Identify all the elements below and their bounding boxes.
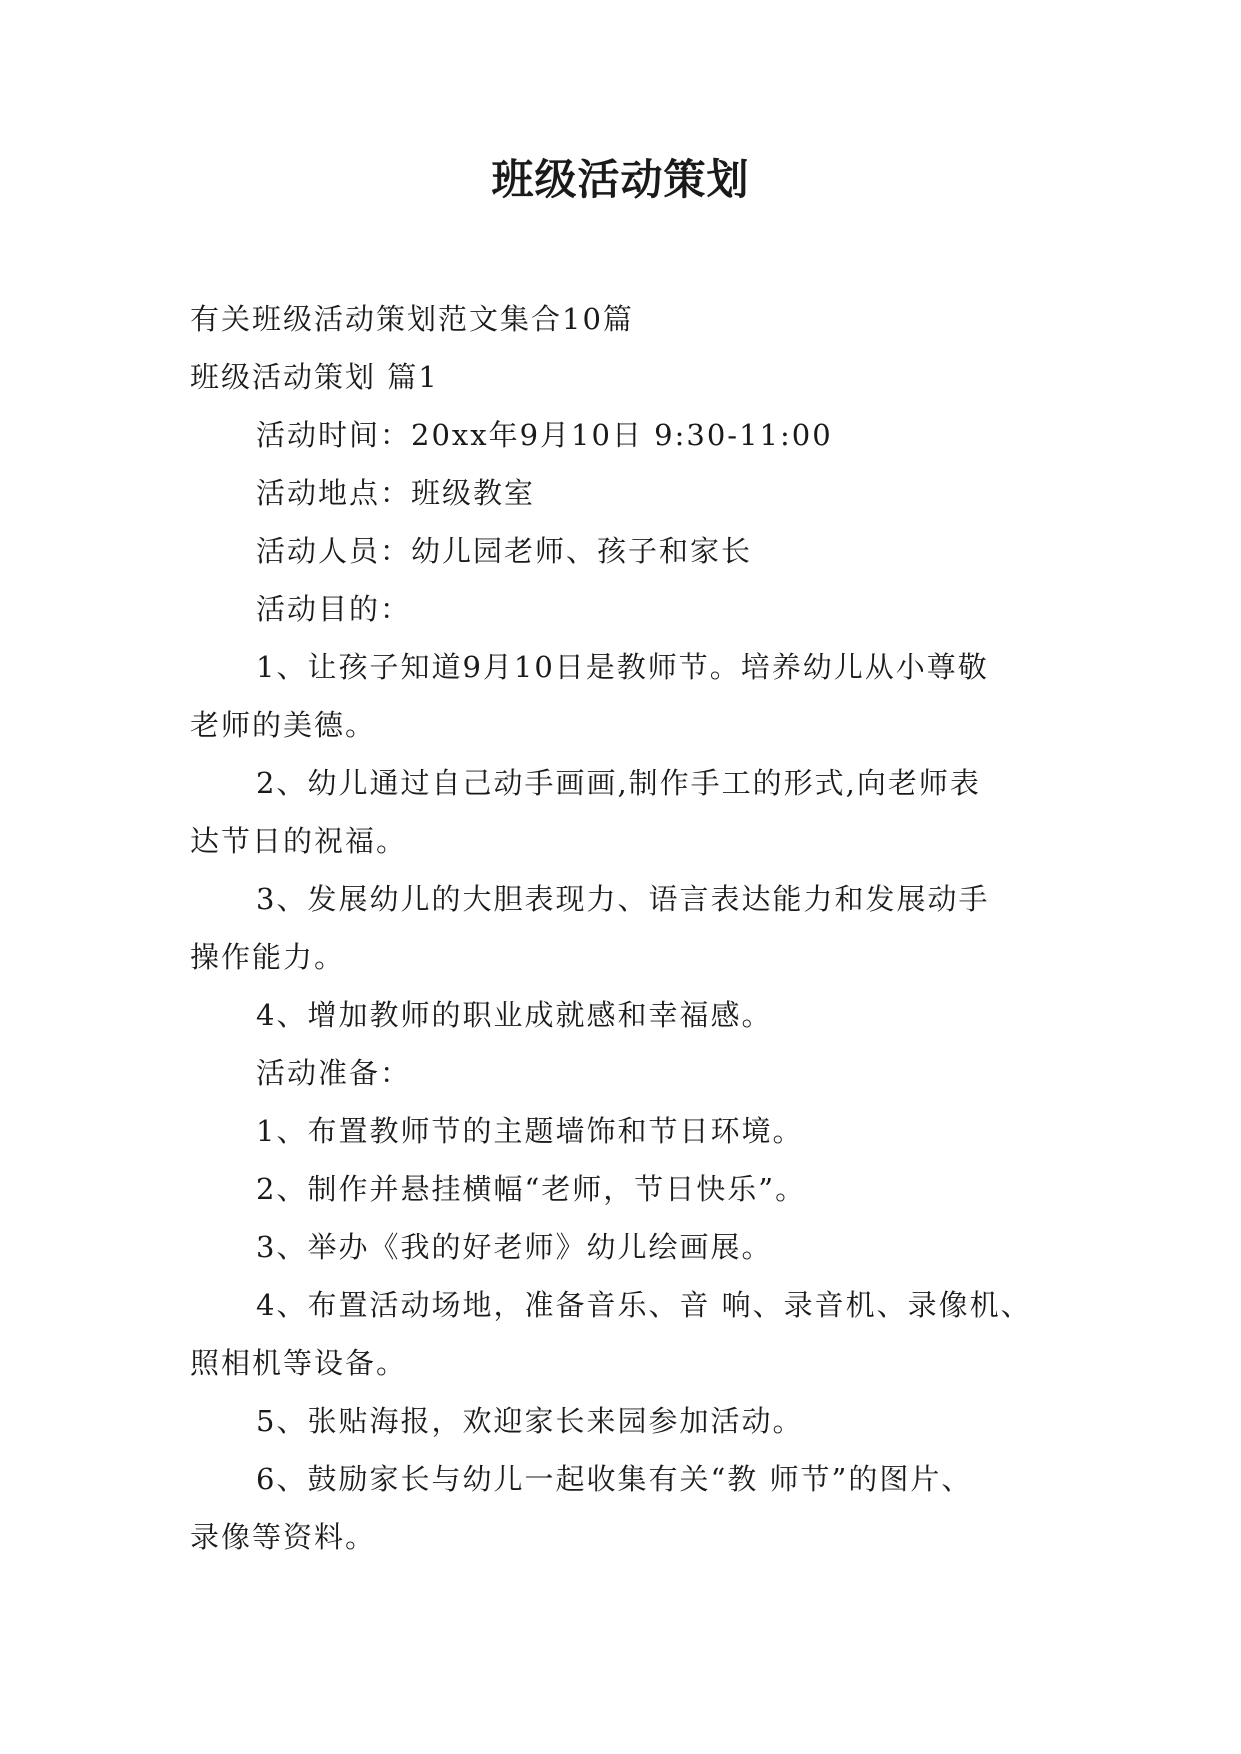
activity-time: 活动时间：20xx年9月10日 9:30-11:00 (256, 418, 833, 452)
activity-purpose-heading: 活动目的： (256, 592, 412, 626)
prep-item-1: 1、布置教师节的主题墙饰和节日环境。 (256, 1114, 804, 1148)
purpose-item-3: 3、发展幼儿的大胆表现力、语言表达能力和发展动手 (256, 882, 990, 916)
prep-item-4: 4、布置活动场地，准备音乐、音 响、录音机、录像机、 (256, 1288, 1032, 1322)
purpose-item-3-cont: 操作能力。 (190, 940, 346, 974)
document-title: 班级活动策划 (491, 155, 750, 204)
prep-item-4-cont: 照相机等设备。 (190, 1346, 408, 1380)
purpose-item-2-cont: 达节日的祝福。 (190, 824, 408, 858)
prep-item-2: 2、制作并悬挂横幅“老师，节日快乐”。 (256, 1172, 807, 1206)
subtitle-line: 有关班级活动策划范文集合10篇 (190, 302, 634, 336)
document-body (190, 290, 1070, 1566)
purpose-item-1: 1、让孩子知道9月10日是教师节。培养幼儿从小尊敬 (256, 650, 989, 684)
prep-item-5: 5、张贴海报，欢迎家长来园参加活动。 (256, 1404, 804, 1438)
activity-location: 活动地点：班级教室 (256, 476, 536, 510)
prep-item-3: 3、举办《我的好老师》幼儿绘画展。 (256, 1230, 773, 1264)
purpose-item-2: 2、幼儿通过自己动手画画,制作手工的形式,向老师表 (256, 766, 981, 800)
prep-item-6: 6、鼓励家长与幼儿一起收集有关“教 师节”的图片、 (256, 1462, 973, 1496)
purpose-item-4: 4、增加教师的职业成就感和幸福感。 (256, 998, 773, 1032)
purpose-item-1-cont: 老师的美德。 (190, 708, 377, 742)
prep-item-6-cont: 录像等资料。 (190, 1520, 377, 1554)
activity-preparation-heading: 活动准备： (256, 1056, 412, 1090)
section-heading: 班级活动策划 篇1 (190, 360, 439, 394)
activity-participants: 活动人员：幼儿园老师、孩子和家长 (256, 534, 753, 568)
